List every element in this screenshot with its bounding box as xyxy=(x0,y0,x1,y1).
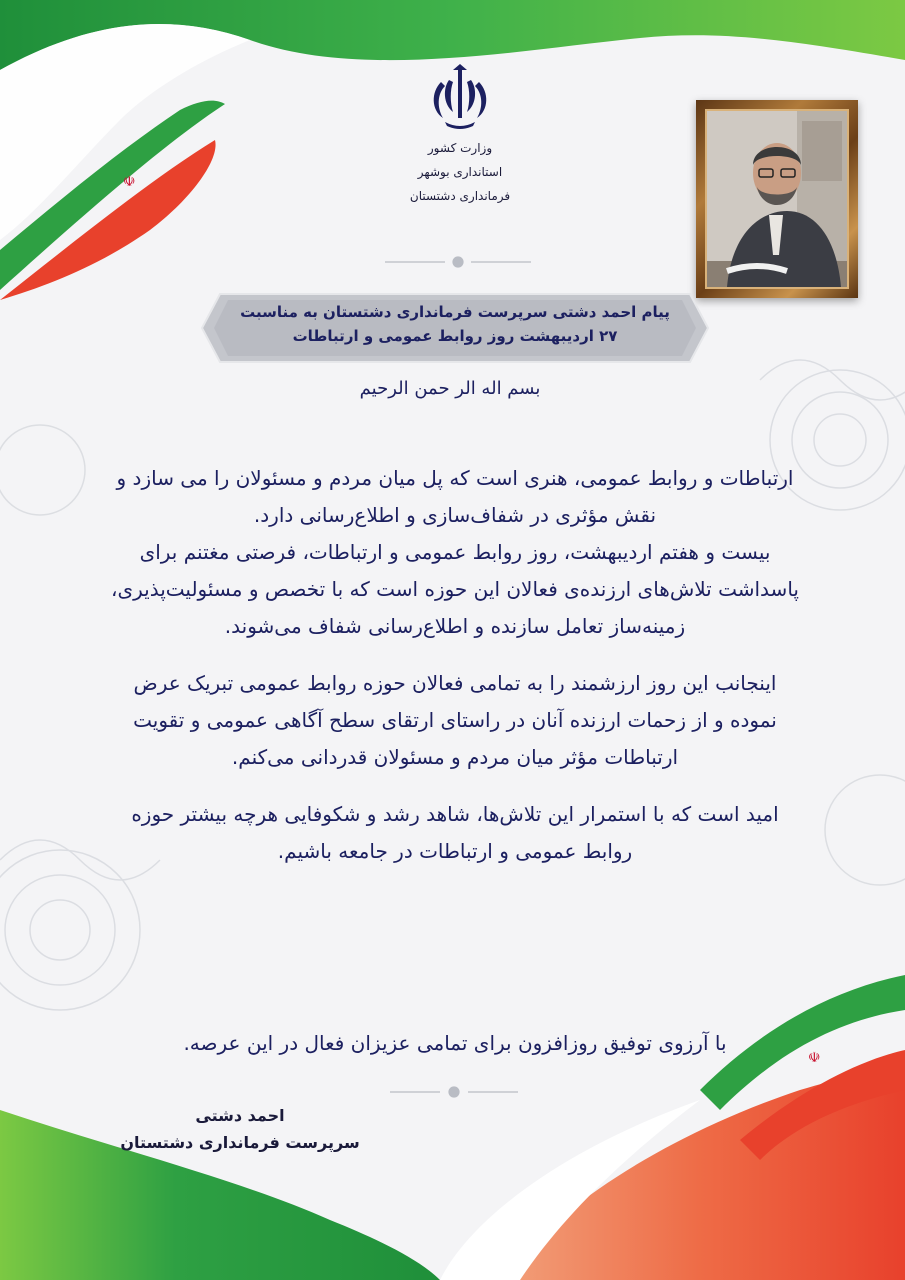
paragraph-3: اینجانب این روز ارزشمند را به تمامی فعالان حوزه روابط عمومی تبریک عرض نموده و از زحمات ارزنده آنان در راستای ارتقای سطح آگاهی عمومی و تقویت ارتباطات مؤثر میان مردم و مسئولان قدردانی می‌کنم. xyxy=(133,671,777,769)
title-line-1: پیام احمد دشتی سرپرست فرمانداری دشتستان به مناسبت xyxy=(240,303,670,321)
signature-name: احمد دشتی xyxy=(195,1106,285,1125)
svg-text:☫: ☫ xyxy=(808,1050,821,1066)
signature xyxy=(100,1102,380,1156)
portrait-frame xyxy=(696,100,858,298)
title-line-2: ۲۷ اردیبهشت روز روابط عمومی و ارتباطات xyxy=(292,327,618,345)
org-county: فرمانداری دشتستان xyxy=(409,189,511,203)
iran-emblem-icon xyxy=(423,62,497,136)
paragraph-4: امید است که با استمرار این تلاش‌ها، شاهد رشد و شکوفایی هرچه بیشتر حوزه روابط عمومی و ارتباطات در جامعه باشیم. xyxy=(131,802,779,863)
basmala: بسم اله الر حمن الرحیم xyxy=(359,378,541,399)
portrait-photo xyxy=(707,111,847,287)
org-ministry: وزارت کشور xyxy=(427,141,493,155)
svg-text:☫: ☫ xyxy=(123,174,136,190)
page-title xyxy=(240,300,670,348)
message-body xyxy=(110,460,800,890)
closing-line: با آرزوی توفیق روزافزون برای تمامی عزیزان فعال در این عرصه. xyxy=(183,1031,727,1055)
header-emblem xyxy=(380,62,540,208)
divider-ornament-bottom xyxy=(390,1087,518,1097)
org-province: استانداری بوشهر xyxy=(417,165,503,179)
signature-position: سرپرست فرمانداری دشتستان xyxy=(120,1133,360,1152)
paragraph-2: بیست و هفتم اردیبهشت، روز روابط عمومی و ارتباطات، فرصتی مغتنم برای پاسداشت تلاش‌های ارزنده‌ی فعالان این حوزه است که با تخصص و مسئولیت‌پذیری، زمینه‌ساز تعامل سازنده و اطلاع‌رسانی شفاف می‌شوند. xyxy=(111,540,799,638)
paragraph-1: ارتباطات و روابط عمومی، هنری است که پل میان مردم و مسئولان را می سازد و نقش مؤثری در شفاف‌سازی و اطلاع‌رسانی دارد. xyxy=(116,466,794,527)
divider-ornament-top xyxy=(385,257,531,267)
